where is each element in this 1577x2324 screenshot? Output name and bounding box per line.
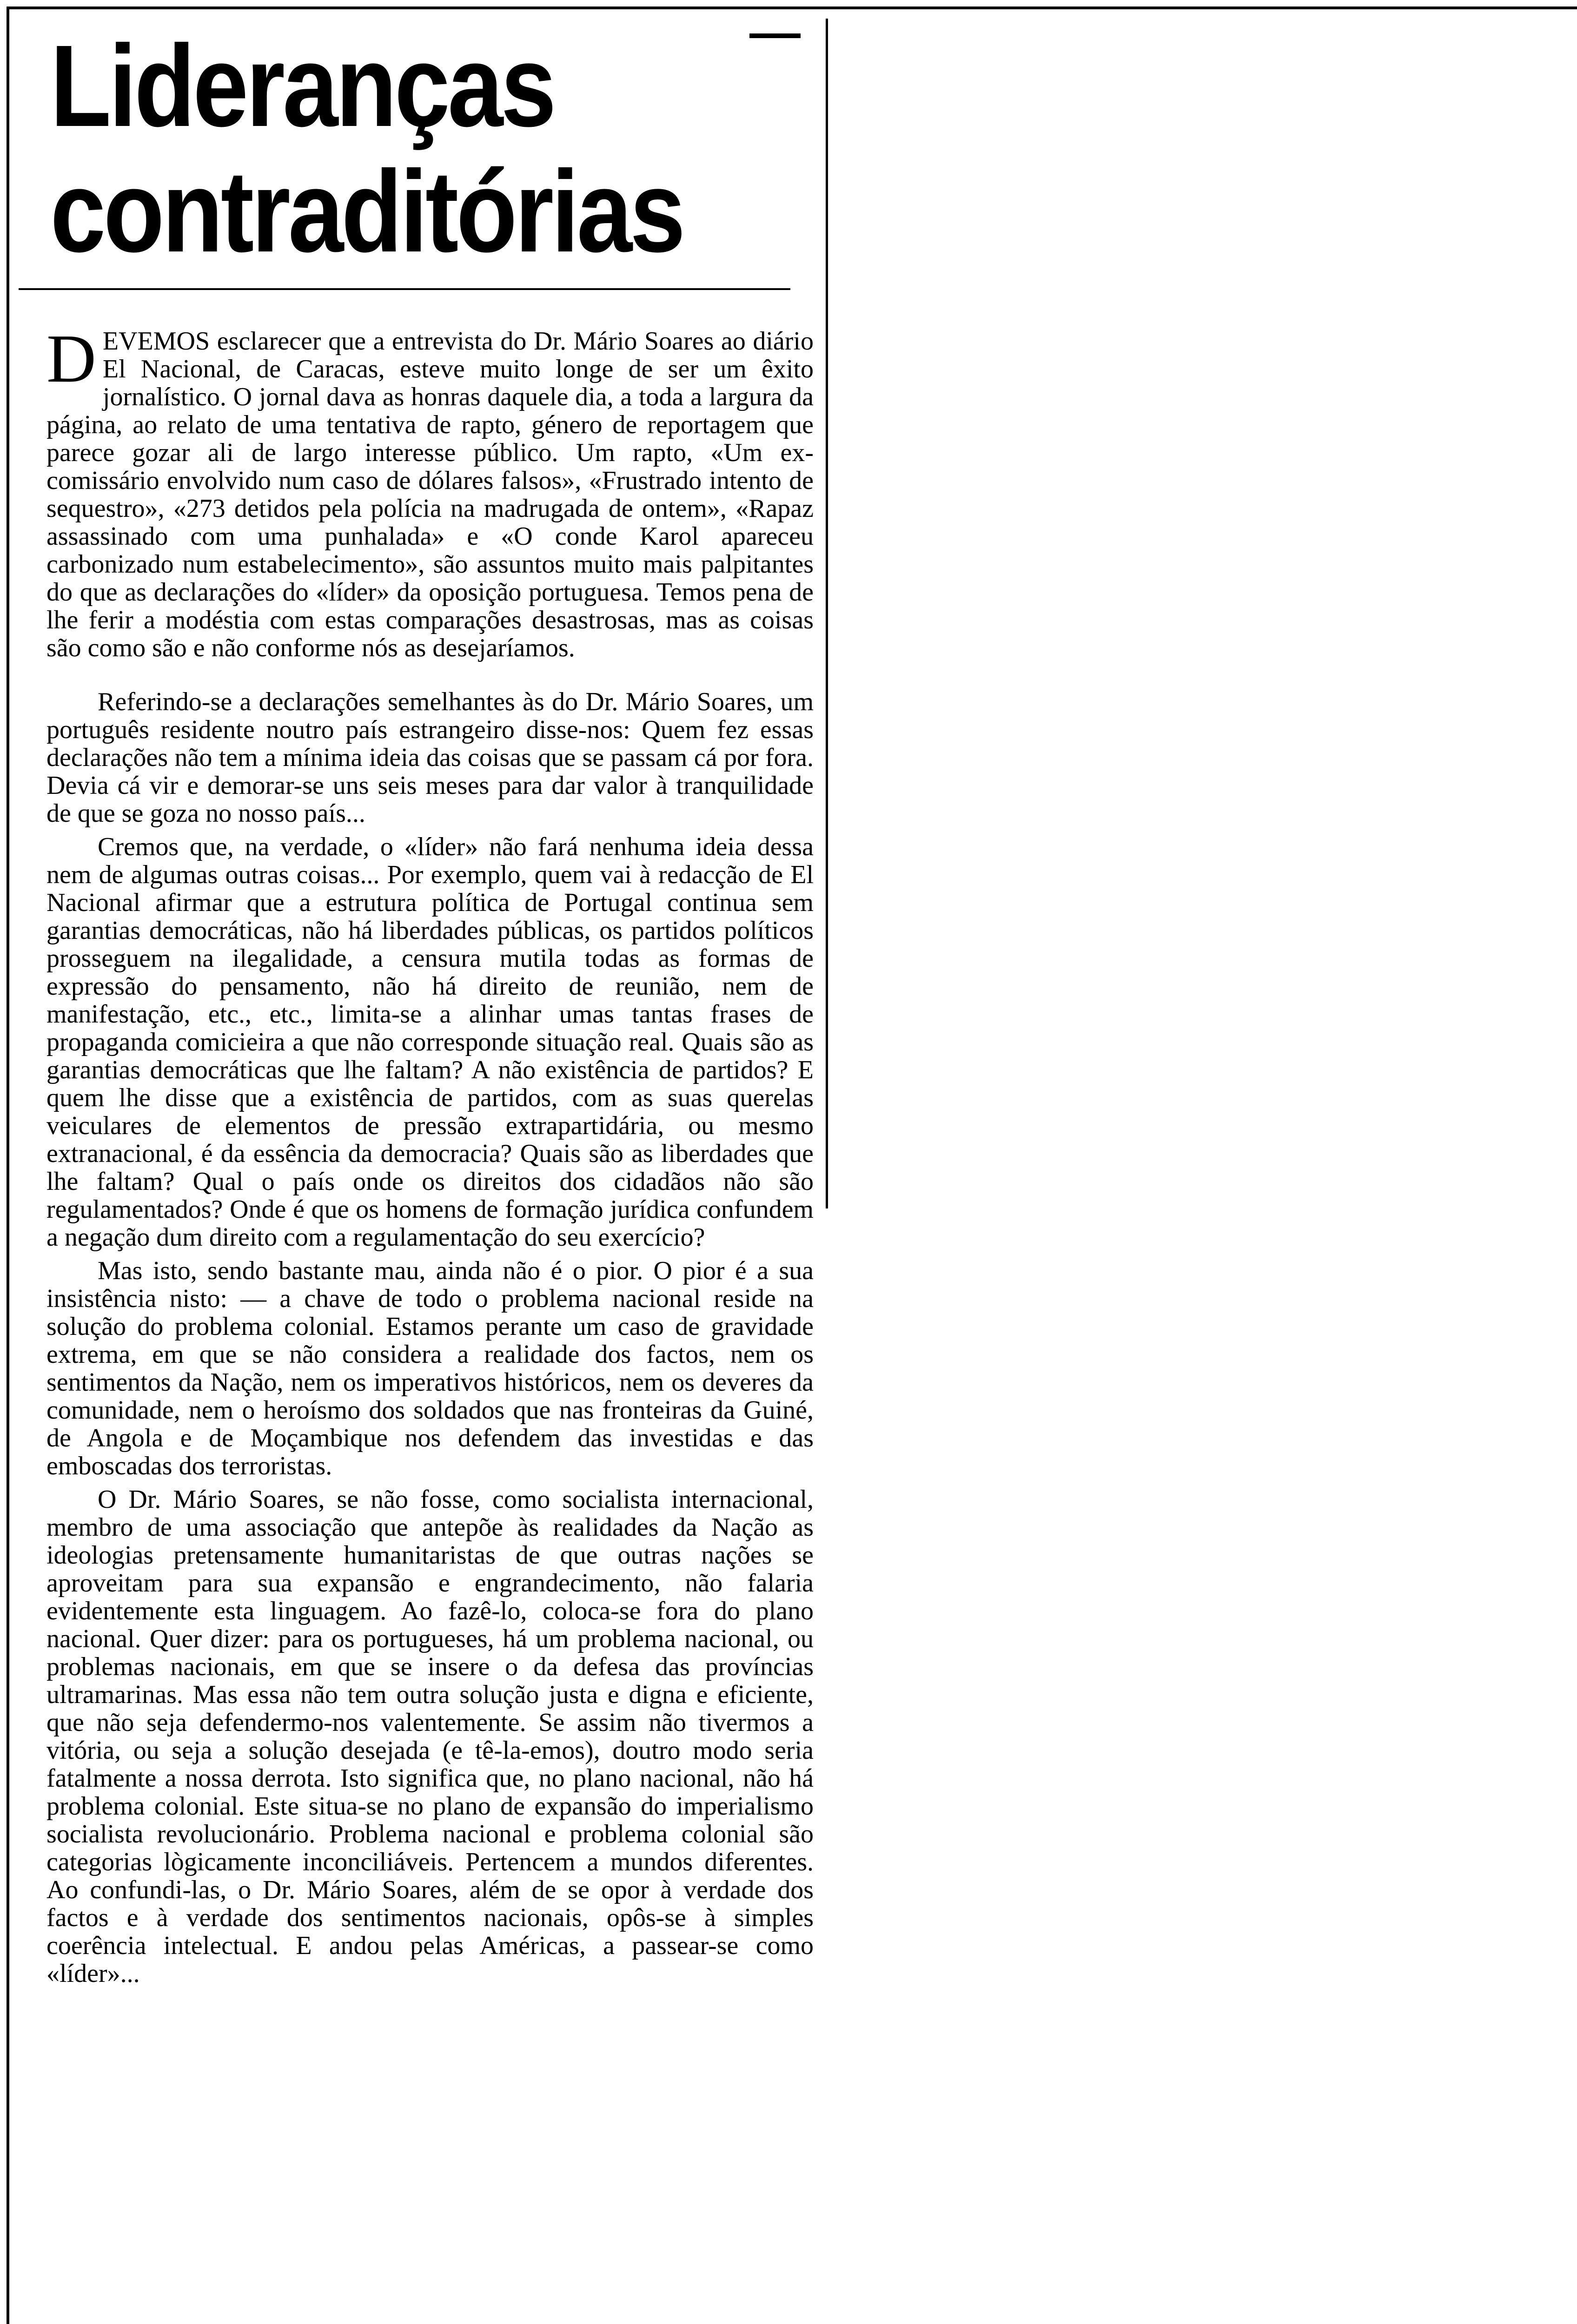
headline [50,21,707,276]
page-border-left [7,7,9,2324]
page-border-top [7,7,1577,9]
paragraph-2: Referindo-se a declarações semelhantes às do Dr. Mário Soares, um português residente noutro país estrangeiro disse-nos: Quem fez essas declarações não tem a mínima ideia das coisas que se passam cá por fora. Devia cá vir e demorar-se uns seis meses para dar valor à tranquilidade de que se goza no nosso país... [46,687,814,828]
paragraph-5: O Dr. Mário Soares, se não fosse, como socialista internacional, membro de uma associação que antepõe às realidades da Nação as ideologias pretensamente humanitaristas de que outras nações se aproveitam para sua expansão e engrandecimento, não falaria evidentemente esta linguagem. Ao fazê-lo, coloca-se fora do plano nacional. Quer dizer: para os portugueses, há um problema nacional, ou problemas nacionais, em que se insere o da defesa das províncias ultramarinas. Mas essa não tem outra solução justa e digna e eficiente, que não seja defendermo-nos valentemente. Se assim não tivermos a vitória, ou seja a solução desejada (e tê-la-emos), doutro modo seria fatalmente a nossa derrota. Isto significa que, no plano nacional, não há problema colonial. Este situa-se no plano de expansão do imperialismo socialista revolucionário. Problema nacional e problema colonial são categorias lògicamente inconciliáveis. Pertencem a mundos diferentes. Ao confundi-las, o Dr. Mário Soares, além de se opor à verdade dos factos e à verdade dos sentimentos nacionais, opôs-se à simples coerência intelectual. E andou pelas Américas, a passear-se como «líder»... [46,1485,814,1988]
paragraph-1-text: EVEMOS esclarecer que a entrevista do Dr. Mário Soares ao diário El Nacional, de Caracas, esteve muito longe de ser um êxito jornalístico. O jornal dava as honras daquele dia, a toda a largura da página, ao relato de uma tentativa de rapto, género de reportagem que parece gozar ali de largo interesse público. Um rapto, «Um ex-comissário envolvido num caso de dólares falsos», «Frustrado intento de sequestro», «273 detidos pela polícia na madrugada de ontem», «Rapaz assassinado com uma punhalada» e «O conde Karol apareceu carbonizado num estabelecimento», são assuntos muito mais palpitantes do que as declarações do «líder» da oposição portuguesa. Temos pena de lhe ferir a modéstia com estas comparações desastrosas, mas as coisas são como são e não conforme nós as desejaríamos. [46,327,814,662]
headline-line-2: contraditórias [50,146,683,276]
headline-line-1: Lideranças [50,21,554,151]
paragraph-1 [46,321,814,662]
headline-rule [19,288,790,290]
column-rule [826,19,828,1208]
drop-cap: D [46,321,96,397]
paragraph-4: Mas isto, sendo bastante mau, ainda não é o pior. O pior é a sua insistência nisto: — a chave de todo o problema nacional reside na solução do problema colonial. Estamos perante um caso de gravidade extrema, em que se não considera a realidade dos factos, nem os sentimentos da Nação, nem os imperativos históricos, nem os deveres da comunidade, nem o heroísmo dos soldados que nas fronteiras da Guiné, de Angola e de Moçambique nos defendem das investidas e das emboscadas dos terroristas. [46,1256,814,1480]
paragraph-3: Cremos que, na verdade, o «líder» não fará nenhuma ideia dessa nem de algumas outras coisas... Por exemplo, quem vai à redacção de El Nacional afirmar que a estrutura política de Portugal continua sem garantias democráticas, não há liberdades públicas, os partidos políticos prosseguem na ilegalidade, a censura mutila todas as formas de expressão do pensamento, não há direito de reunião, nem de manifestação, etc., etc., limita-se a alinhar umas tantas frases de propaganda comicieira a que não corresponde situação real. Quais são as garantias democráticas que lhe faltam? A não existência de partidos? E quem lhe disse que a existência de partidos, com as suas querelas veiculares de elementos de pressão extrapartidária, ou mesmo extranacional, é da essência da democracia? Quais são as liberdades que lhe faltam? Qual o país onde os direitos dos cidadãos não são regulamentados? Onde é que os homens de formação jurídica confundem a negação dum direito com a regulamentação do seu exercício? [46,832,814,1252]
newspaper-article [46,21,814,1988]
